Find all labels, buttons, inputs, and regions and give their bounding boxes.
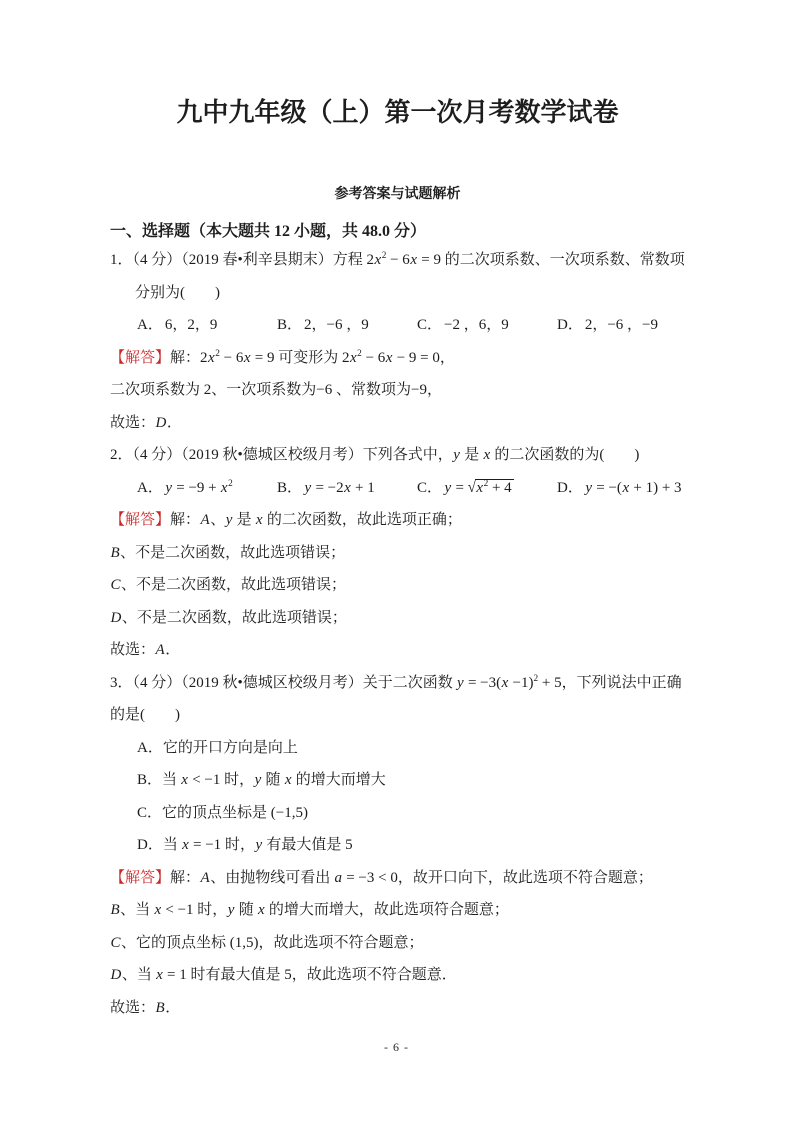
- text-run: 、常数项为: [332, 382, 411, 398]
- q3-option-b: [110, 764, 685, 797]
- text-run: 一、选择题（本大题共: [110, 223, 275, 240]
- q2-stem-line1: [110, 439, 685, 472]
- text-run: 故选：: [110, 414, 156, 431]
- text-run: 、不是二次函数，故此选项错误；: [121, 609, 347, 626]
- math-run: 48.0: [362, 223, 391, 240]
- math-variable: y: [227, 902, 235, 918]
- math-variable: x: [154, 902, 162, 918]
- math-variable: D: [110, 609, 122, 626]
- q3-option-d: [110, 829, 685, 862]
- math-run: [155, 1000, 165, 1016]
- q1-option-a: [137, 309, 277, 342]
- math-variable: A: [155, 642, 165, 658]
- q3-solution-line1: [110, 862, 685, 895]
- q3-solution-line3: [110, 927, 685, 960]
- math-run: [110, 902, 120, 918]
- math-variable: x: [182, 837, 189, 853]
- text-run: 分别为( ): [135, 284, 220, 301]
- q1-solution-line1: [110, 342, 685, 375]
- q2-solution-line3: [110, 569, 685, 602]
- math-variable: x: [349, 349, 357, 366]
- math-run: [257, 902, 265, 918]
- math-run: $2x^2 - 6x = 9$: [366, 251, 441, 268]
- text-run: 时有最大值是 5，故此选项不符合题意．: [186, 967, 457, 983]
- math-run: [200, 870, 210, 886]
- page-number: - 6 -: [384, 1040, 409, 1054]
- math-variable: y: [304, 479, 312, 496]
- math-run: $2x^2 - 6x = 9$: [200, 348, 275, 366]
- text-run: A．它的开口方向是向上: [137, 739, 298, 756]
- text-run: 随: [234, 902, 258, 918]
- q2-option-b: [277, 472, 417, 505]
- math-run: [284, 772, 292, 788]
- text-run: 是: [460, 447, 483, 463]
- answer-tag: 【解答】: [110, 869, 171, 886]
- math-run: [255, 837, 263, 853]
- q2-solution-line1: [110, 504, 685, 537]
- q1-option-c: [417, 309, 557, 342]
- text-run: 时，: [220, 772, 255, 788]
- math-run: 2，−6 ，−9: [584, 317, 659, 333]
- math-variable: x: [243, 349, 251, 366]
- sqrt-expression: [468, 480, 514, 496]
- q1-answer-line: [110, 407, 685, 440]
- text-run: 有最大值是 5: [262, 837, 353, 853]
- option-value: [304, 317, 369, 333]
- q2-option-c: [417, 472, 557, 505]
- exam-title: 九中九年级（上）第一次月考数学试卷: [176, 98, 619, 127]
- text-run: 小题，共: [290, 223, 363, 240]
- text-run: C．它的顶点坐标是: [137, 804, 271, 821]
- text-run: 的二次项系数、一次项系数、常数项: [440, 252, 685, 268]
- q3-option-c: [110, 797, 685, 830]
- text-run: 可变形为: [274, 349, 342, 366]
- text-run: 、当: [121, 967, 156, 983]
- q3-stem-line1: [110, 667, 685, 700]
- text-run: ．: [165, 642, 181, 658]
- option-label: B．: [277, 479, 303, 496]
- math-variable: D: [155, 414, 167, 431]
- math-variable: x: [284, 772, 292, 788]
- math-run: [110, 577, 121, 593]
- text-run: 、: [210, 512, 226, 528]
- option-value: [585, 480, 682, 496]
- text-run: 故选：: [110, 999, 156, 1016]
- math-variable: B: [110, 544, 120, 561]
- text-run: 分）: [390, 223, 427, 240]
- text-run: 1．（4 分）（2019 春•利辛县期末）方程: [110, 252, 367, 268]
- math-variable: C: [110, 934, 121, 951]
- option-label: A．: [137, 317, 163, 333]
- q3-solution-line2: [110, 894, 685, 927]
- text-run: ．: [165, 999, 181, 1016]
- option-value: [165, 317, 218, 333]
- text-run: ，: [426, 382, 442, 398]
- math-variable: x: [156, 967, 163, 983]
- math-run: x = 1: [156, 967, 187, 983]
- text-run: 时，: [193, 902, 228, 918]
- math-variable: x: [385, 349, 393, 366]
- math-variable: y: [457, 674, 464, 691]
- math-run: [227, 902, 235, 918]
- option-label: B．: [277, 317, 303, 333]
- math-variable: x: [483, 447, 491, 463]
- math-variable: y: [585, 479, 593, 496]
- superscript: 2: [533, 673, 539, 684]
- math-variable: x: [476, 479, 484, 496]
- q3-option-a: [110, 732, 685, 765]
- math-variable: x: [181, 772, 188, 788]
- text-run: D．当: [137, 837, 182, 853]
- math-run: $y = -9 + x^2$: [165, 478, 233, 496]
- q3-solution-line4: [110, 959, 685, 992]
- q1-solution-line2: [110, 374, 685, 407]
- math-variable: A: [200, 869, 210, 886]
- math-run: −2 ，6，9: [444, 317, 509, 333]
- math-run: y =: [444, 479, 468, 496]
- answer-tag: 【解答】: [110, 349, 171, 366]
- q1-stem-line2: [110, 277, 685, 310]
- math-variable: y: [165, 479, 173, 496]
- q1-stem-line1: [110, 244, 685, 277]
- text-run: ，下列说法中正确: [561, 674, 682, 691]
- q3-answer-line: [110, 992, 685, 1025]
- math-run: x < −1: [181, 772, 221, 788]
- superscript: 2: [215, 348, 220, 359]
- superscript: 2: [381, 251, 387, 261]
- text-run: 2．（4 分）（2019 秋•德城区校级月考）下列各式中，: [110, 447, 453, 463]
- text-run: B．当: [137, 772, 181, 788]
- q3-stem-line2: [110, 699, 685, 732]
- math-run: $y = -3(x -1)^2 + 5$: [457, 673, 562, 691]
- math-variable: B: [155, 999, 165, 1016]
- math-run: y = −(x + 1) + 3: [585, 479, 682, 496]
- math-run: [110, 545, 120, 561]
- option-label: C．: [417, 479, 443, 496]
- text-run: 、由抛物线可看出: [210, 869, 334, 886]
- math-run: x = −1: [182, 837, 222, 853]
- text-run: 的二次函数的为( ): [490, 447, 640, 463]
- option-label: D．: [557, 479, 583, 496]
- math-variable: x: [257, 902, 265, 918]
- math-run: [200, 512, 210, 528]
- math-variable: D: [110, 967, 122, 983]
- math-run: [155, 415, 167, 431]
- text-run: 解：: [170, 512, 201, 528]
- math-run: [254, 772, 262, 788]
- section-heading: [110, 220, 685, 244]
- option-value: [304, 480, 375, 496]
- math-variable: y: [225, 512, 233, 528]
- math-run: y = −2x + 1: [304, 479, 375, 496]
- math-variable: y: [255, 837, 263, 853]
- option-label: D．: [557, 317, 583, 333]
- text-run: 3．（4 分）（2019 秋•德城区校级月考）关于二次函数: [110, 674, 457, 691]
- q2-solution-line2: [110, 537, 685, 570]
- math-run: 12: [274, 223, 291, 240]
- math-variable: y: [254, 772, 262, 788]
- math-run: [155, 642, 165, 658]
- math-variable: x: [622, 479, 630, 496]
- answer-key-subtitle: 参考答案与试题解析: [334, 187, 461, 202]
- math-run: $2x^2 - 6x - 9 = 0$: [341, 348, 440, 366]
- math-run: [110, 610, 122, 626]
- math-run: −9: [411, 382, 427, 398]
- math-run: 6，2，9: [164, 317, 218, 333]
- math-run: [110, 967, 122, 983]
- math-variable: y: [444, 479, 452, 496]
- text-run: ，故开口向下，故此选项不符合题意；: [397, 869, 653, 886]
- q1-option-b: [277, 309, 417, 342]
- radicand: $x^2 + 4$: [476, 478, 512, 496]
- text-run: 解：: [170, 869, 201, 886]
- math-run: −6: [316, 382, 333, 398]
- math-variable: C: [110, 577, 121, 593]
- q1-option-d: [557, 309, 658, 342]
- option-value: [444, 317, 509, 333]
- math-run: (−1,5): [270, 804, 308, 821]
- superscript: 2: [228, 478, 233, 489]
- text-run: ，: [439, 349, 455, 366]
- text-run: 随: [261, 772, 285, 788]
- text-run: 的二次函数，故此选项正确；: [263, 512, 462, 528]
- math-variable: x: [410, 252, 417, 268]
- q2-solution-line4: [110, 602, 685, 635]
- math-variable: x: [220, 479, 228, 496]
- text-run: 是: [232, 512, 256, 528]
- math-variable: x: [255, 512, 263, 528]
- option-value: [165, 480, 233, 496]
- text-run: ．: [166, 414, 182, 431]
- math-run: (1,5): [229, 934, 259, 951]
- text-run: 解：: [170, 349, 201, 366]
- math-run: 2，−6 ，9: [304, 317, 369, 333]
- math-variable: x: [344, 479, 351, 496]
- math-run: [225, 512, 233, 528]
- text-run: 故选：: [110, 642, 156, 658]
- superscript: 2: [483, 478, 489, 489]
- math-variable: A: [200, 512, 210, 528]
- q2-option-a: [137, 472, 277, 505]
- math-variable: B: [110, 902, 120, 918]
- text-run: 、不是二次函数，故此选项错误；: [121, 577, 347, 593]
- text-run: 时，: [221, 837, 255, 853]
- math-variable: a: [334, 869, 342, 886]
- radical-sign: √: [467, 479, 476, 496]
- text-run: 、当: [120, 902, 154, 918]
- math-variable: x: [374, 252, 382, 268]
- text-run: ，故此选项不符合题意；: [258, 934, 424, 951]
- text-run: 的增大而增大，故此选项符合题意；: [265, 902, 509, 918]
- option-label: C．: [417, 317, 443, 333]
- math-run: [110, 935, 121, 951]
- option-label: A．: [137, 479, 163, 496]
- math-variable: x: [208, 349, 215, 366]
- superscript: 2: [357, 348, 362, 359]
- answer-tag: 【解答】: [110, 512, 171, 528]
- math-run: x < −1: [154, 902, 194, 918]
- text-run: 、它的顶点坐标: [121, 934, 230, 951]
- q1-options-row: [110, 309, 685, 342]
- math-run: a = −3 < 0: [334, 869, 398, 886]
- q2-answer-line: [110, 634, 685, 667]
- text-run: 的是( ): [110, 707, 180, 723]
- math-variable: x: [501, 674, 509, 691]
- text-run: 、不是二次函数，故此选项错误；: [120, 544, 346, 561]
- math-variable: y: [453, 447, 460, 463]
- option-value: [585, 317, 658, 333]
- q2-option-d: [557, 472, 682, 505]
- math-run: [255, 512, 263, 528]
- option-value: [444, 480, 514, 496]
- text-run: 二次项系数为 2、一次项系数为: [110, 382, 317, 398]
- text-run: 的增大而增大: [291, 772, 386, 788]
- math-run: [483, 447, 491, 463]
- q2-options-row: [110, 472, 685, 505]
